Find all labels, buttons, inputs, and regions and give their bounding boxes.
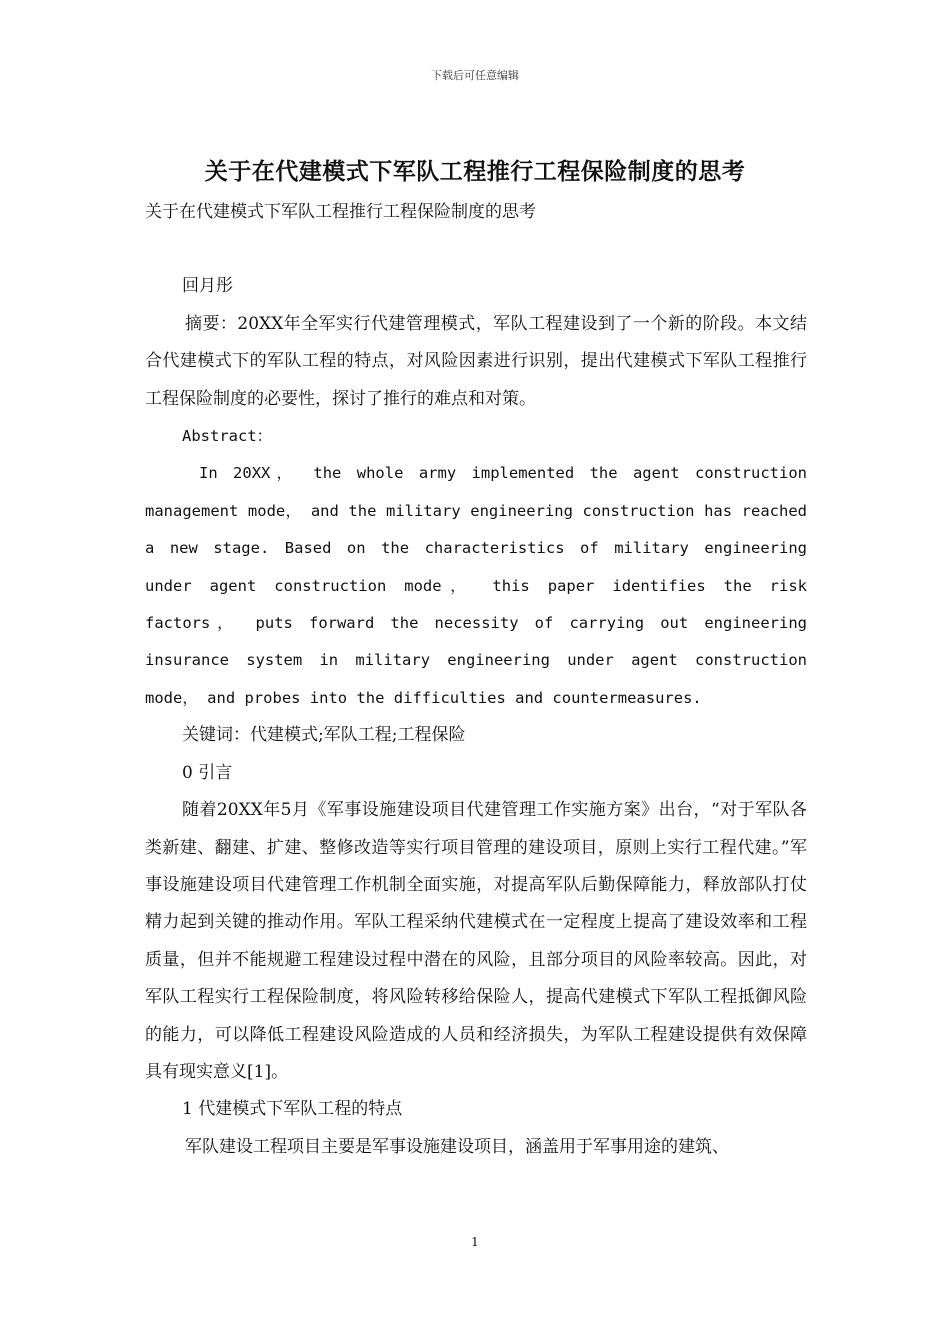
abstract-chinese: 摘要：20XX年全军实行代建管理模式，军队工程建设到了一个新的阶段。本文结合代建模式下的军队工程的特点，对风险因素进行识别，提出代建模式下军队工程推行工程保险制度的必要性，探讨了推行的难点和对策。 [145,313,807,409]
abstract-english-label: Abstract： [182,427,273,446]
document-title: 关于在代建模式下军队工程推行工程保险制度的思考 [204,159,746,185]
section-0-body: 随着20XX年5月《军事设施建设项目代建管理工作实施方案》出台，“对于军队各类新建、翻建、扩建、整修改造等实行项目管理的建设项目，原则上实行工程代建。”军事设施建设项目代建管理工作机制全面实施，对提高军队后勤保障能力，释放部队打仗精力起到关键的推动作用。军队工程采纳代建模式在一定程度上提高了建设效率和工程质量，但并不能规避工程建设过程中潜在的风险，且部分项目的风险率较高。因此，对军队工程实行工程保险制度，将风险转移给保险人，提高代建模式下军队工程抵御风险的能力，可以降低工程建设风险造成的人员和经济损失，为军队工程建设提供有效保障具有现实意义[1]。 [145,800,807,1082]
section-1-heading: 1 代建模式下军队工程的特点 [182,1099,403,1120]
blank-line [145,231,807,268]
abstract-english: In 20XX， the whole army implemented the agent construction management mode， and the military engineering construction has reached a new stage. Based on the characteristics of military engineering under agent construction mode， this paper identifies the risk factors， puts forward the necessity of carrying out engineering insurance system in military engineering under agent construction mode， and probes into the difficulties and countermeasures. [145,464,817,707]
keywords: 关键词：代建模式;军队工程;工程保险 [182,725,466,746]
header-note: 下载后可任意编辑 [431,69,519,82]
author-name: 回月彤 [182,276,233,297]
section-0-heading: 0 引言 [182,762,233,783]
page-number: 1 [471,1235,479,1249]
document-body [145,194,817,1166]
section-1-body: 军队建设工程项目主要是军事设施建设项目，涵盖用于军事用途的建筑、 [185,1136,729,1157]
document-subtitle: 关于在代建模式下军队工程推行工程保险制度的思考 [145,202,536,222]
